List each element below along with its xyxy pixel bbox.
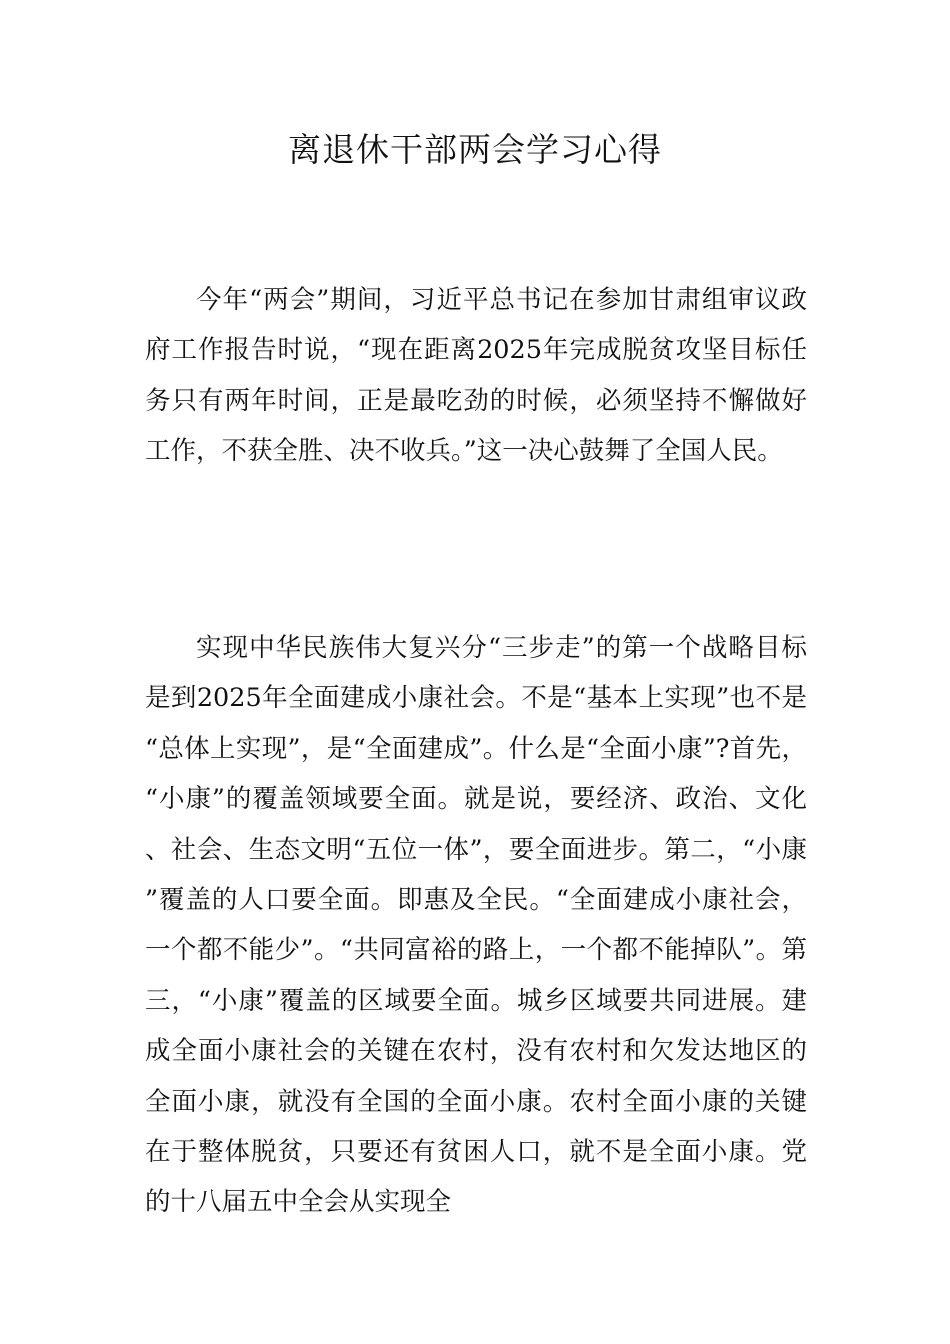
document-title: 离退休干部两会学习心得 <box>288 130 662 169</box>
body-paragraph-1: 今年“两会”期间，习近平总书记在参加甘肃组审议政府工作报告时说，“现在距离2025年完成脱贫攻坚目标任务只有两年时间，正是最吃劲的时候，必须坚持不懈做好工作，不获全胜、决不收兵。”这一决心鼓舞了全国人民。 <box>145 285 807 467</box>
body-paragraph-2: 实现中华民族伟大复兴分“三步走”的第一个战略目标是到2025年全面建成小康社会。不是“基本上实现”也不是“总体上实现”，是“全面建成”。什么是“全面小康”?首先，“小康”的覆盖领域要全面。就是说，要经济、政治、文化、社会、生态文明“五位一体”，要全面进步。第二，“小康”覆盖的人口要全面。即惠及全民。“全面建成小康社会，一个都不能少”。“共同富裕的路上，一个都不能掉队”。第三，“小康”覆盖的区域要全面。城乡区域要共同进展。建成全面小康社会的关键在农村，没有农村和欠发达地区的全面小康，就没有全国的全面小康。农村全面小康的关键在于整体脱贫，只要还有贫困人口，就不是全面小康。党的十八届五中全会从实现全 <box>145 633 807 1218</box>
